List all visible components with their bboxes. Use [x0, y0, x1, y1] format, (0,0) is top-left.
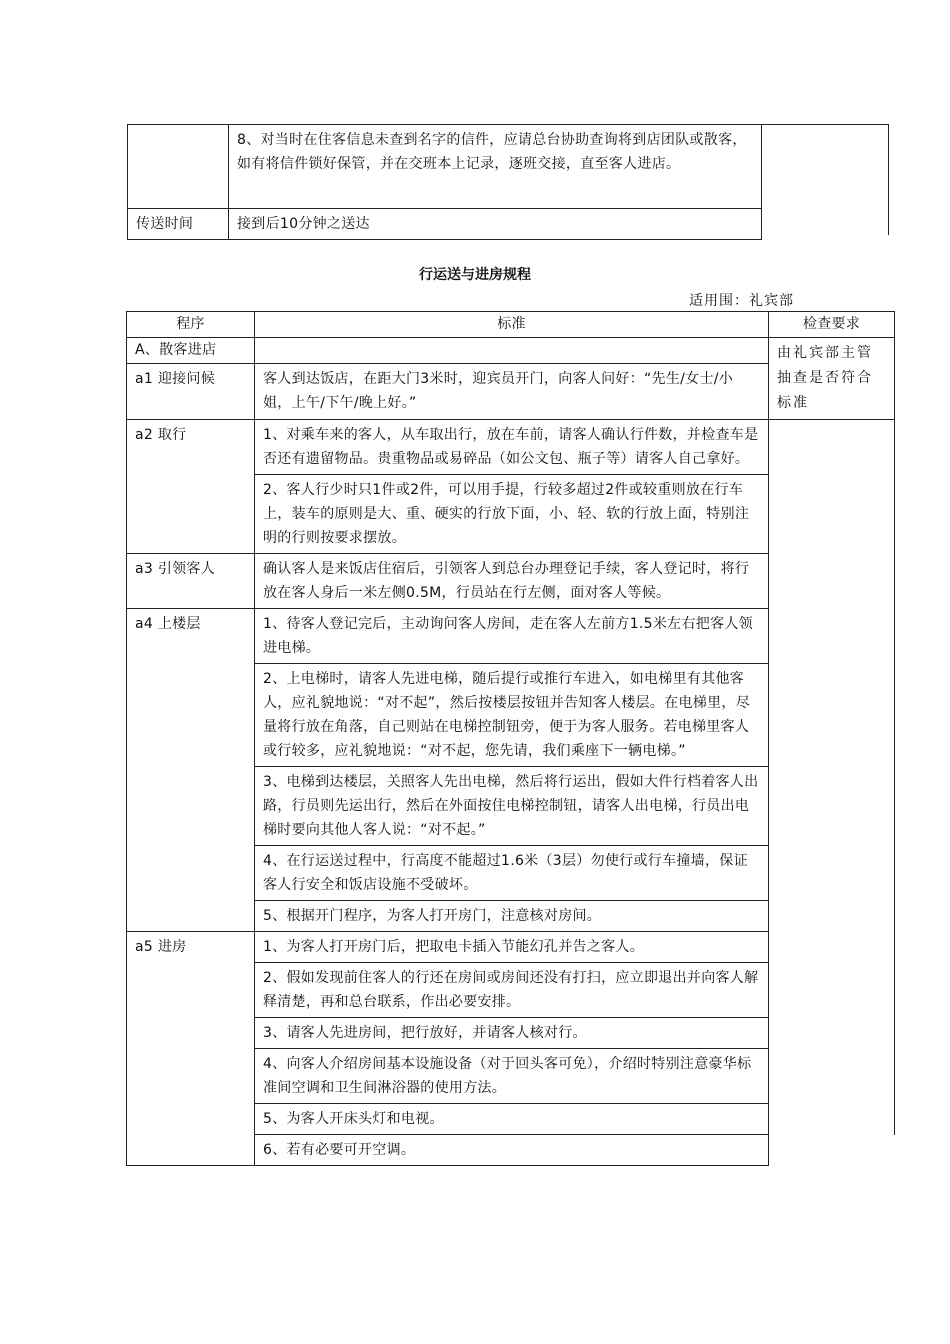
- top-table: [127, 124, 762, 240]
- time-label: 传送时间: [128, 209, 229, 240]
- step-a5-item-4: 4、向客人介绍房间基本设施设备（对于回头客可免），介绍时特别注意豪华标准间空调和卫生间淋浴器的使用方法。: [255, 1049, 769, 1104]
- section-a-empty: [255, 338, 769, 364]
- step-a5-item-5: 5、为客人开床头灯和电视。: [255, 1104, 769, 1135]
- header-check: 检查要求: [769, 312, 895, 338]
- item-8-text: 8、对当时在住客信息未查到名字的信件，应请总台协助查询将到店团队或散客，如有将信件锁好保管，并在交班本上记录，逐班交接，直至客人进店。: [229, 125, 762, 209]
- step-a4-item-4: 4、在行运送过程中，行高度不能超过1.6米（3层）勿使行或行车撞墙，保证客人行安全和饭店设施不受破坏。: [255, 846, 769, 901]
- step-a5-item-1: 1、为客人打开房门后，把取电卡插入节能幻孔并告之客人。: [255, 932, 769, 963]
- step-a4-item-3: 3、电梯到达楼层，关照客人先出电梯，然后将行运出，假如大件行档着客人出路，行员则先运出行，然后在外面按住电梯控制钮，请客人出电梯，行员出电梯时要向其他人客人说：“对不起。”: [255, 767, 769, 846]
- step-a3-text: 确认客人是来饭店住宿后，引领客人到总台办理登记手续，客人登记时，将行放在客人身后一米左侧0.5M，行员站在行左侧，面对客人等候。: [255, 554, 769, 609]
- step-a3-label: a3 引领客人: [127, 554, 255, 609]
- step-a5-item-6: 6、若有必要可开空调。: [255, 1135, 769, 1166]
- step-a2-item-1: 1、对乘车来的客人，从车取出行，放在车前，请客人确认行件数，并检查车是否还有遗留物品。贵重物品或易碎品（如公文包、瓶子等）请客人自己拿好。: [255, 420, 769, 475]
- step-a2-label: a2 取行: [127, 420, 255, 554]
- step-a4-label: a4 上楼层: [127, 609, 255, 932]
- step-a1-label: a1 迎接问候: [127, 363, 255, 419]
- top-table-right-line: [888, 124, 889, 235]
- step-a5-label: a5 进房: [127, 932, 255, 1166]
- procedure-table: [126, 311, 895, 1166]
- time-value: 接到后10分钟之送达: [229, 209, 762, 240]
- step-a4-item-2: 2、上电梯时，请客人先进电梯，随后提行或推行车进入，如电梯里有其他客人，应礼貌地说：“对不起”，然后按楼层按钮并告知客人楼层。在电梯里，尽量将行放在角落，自己则站在电梯控制钮旁，便于为客人服务。若电梯里客人或行较多，应礼貌地说：“对不起，您先请，我们乘座下一辆电梯。”: [255, 664, 769, 767]
- check-requirement: 由礼宾部主管抽查是否符合标准: [769, 338, 895, 420]
- step-a1-text: 客人到达饭店，在距大门3米时，迎宾员开门，向客人问好：“先生/女士/小姐，上午/下午/晚上好。”: [255, 363, 769, 419]
- top-table-right-border: [760, 124, 888, 125]
- step-a2-item-2: 2、客人行少时只1件或2件，可以用手提，行较多超过2件或较重则放在行车上，装车的原则是大、重、硬实的行放下面，小、轻、软的行放上面，特别注明的行则按要求摆放。: [255, 475, 769, 554]
- header-standard: 标准: [255, 312, 769, 338]
- step-a4-item-5: 5、根据开门程序，为客人打开房门，注意核对房间。: [255, 901, 769, 932]
- step-a5-item-3: 3、请客人先进房间，把行放好，并请客人核对行。: [255, 1018, 769, 1049]
- check-empty: [769, 420, 895, 1135]
- empty-cell: [128, 125, 229, 209]
- step-a5-item-2: 2、假如发现前住客人的行还在房间或房间还没有打扫，应立即退出并向客人解释清楚，再和总台联系，作出必要安排。: [255, 963, 769, 1018]
- scope-text: 适用围：礼宾部: [689, 293, 794, 309]
- page-title: 行运送与进房规程: [419, 267, 531, 283]
- header-procedure: 程序: [127, 312, 255, 338]
- section-a-label: A、散客进店: [127, 338, 255, 364]
- step-a4-item-1: 1、待客人登记完后，主动询问客人房间，走在客人左前方1.5米左右把客人领进电梯。: [255, 609, 769, 664]
